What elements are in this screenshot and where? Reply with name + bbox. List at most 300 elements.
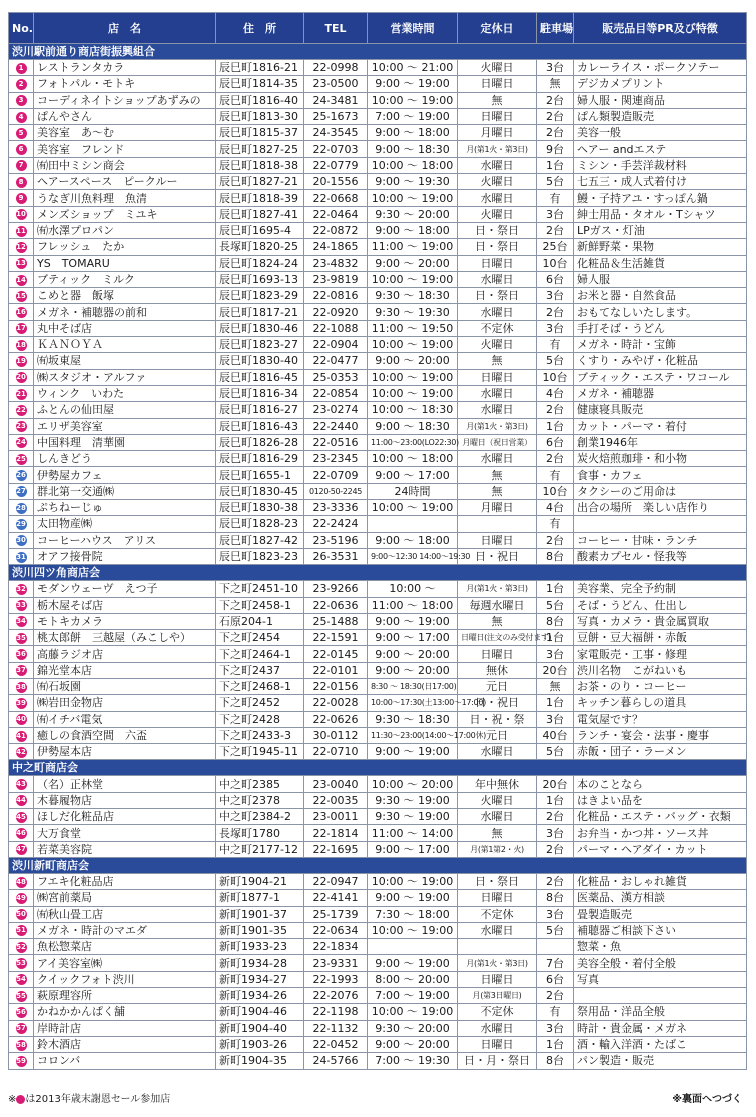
number-badge: 7 (16, 160, 27, 171)
store-hours: 7:30 ～ 18:00 (368, 906, 458, 922)
store-tel: 22-1993 (304, 971, 368, 987)
number-badge: 18 (16, 340, 26, 349)
store-pr: 化粧品＆生活雑貨 (574, 255, 747, 271)
table-row (9, 597, 747, 613)
store-address: 辰巳町1818-38 (216, 157, 304, 173)
store-hours: 9:00 ～ 19:00 (368, 955, 458, 971)
store-address: 中之町2385 (216, 776, 304, 792)
store-name: 美容室 あ～む (34, 125, 216, 141)
store-name: ぱんやさん (34, 108, 216, 124)
number-badge: 53 (16, 959, 26, 968)
store-name: ウィンク いわた (34, 385, 216, 401)
store-tel: 24-5766 (304, 1053, 368, 1069)
store-name: ㈲坂東屋 (34, 353, 216, 369)
store-pr: メガネ・時計・宝飾 (574, 337, 747, 353)
store-parking: 1台 (537, 1036, 574, 1052)
table-row (9, 320, 747, 336)
store-address: 辰巳町1814-35 (216, 76, 304, 92)
store-name: ㈲秋山畳工店 (34, 906, 216, 922)
store-tel: 22-0634 (304, 922, 368, 938)
store-hours: 10:00～17:30(土13:00～17:00) (368, 695, 458, 711)
footnote-text: は2013年歳末謝恩セール参加店 (25, 1094, 171, 1105)
store-closed-day: 水曜日 (458, 1020, 537, 1036)
row-number (9, 646, 34, 662)
store-address: 辰巳町1695-4 (216, 222, 304, 238)
table-row (9, 451, 747, 467)
store-pr: ぱん類製造販売 (574, 108, 747, 124)
number-badge: 41 (16, 731, 26, 740)
store-pr: 時計・貴金属・メガネ (574, 1020, 747, 1036)
store-name: ふとんの仙田屋 (34, 402, 216, 418)
store-hours: 10:00 ～ 19:00 (368, 385, 458, 401)
store-name: ぷちねーじゅ (34, 500, 216, 516)
table-row (9, 581, 747, 597)
store-closed-day: 日・祭日 (458, 288, 537, 304)
store-address: 辰巳町1655-1 (216, 467, 304, 483)
table-row (9, 630, 747, 646)
store-pr (574, 516, 747, 532)
row-number (9, 890, 34, 906)
store-tel: 22-0779 (304, 157, 368, 173)
number-badge: 20 (16, 373, 26, 382)
store-parking (537, 939, 574, 955)
col-tel: TEL (304, 13, 368, 44)
store-address: 下之町1945-11 (216, 744, 304, 760)
table-row (9, 402, 747, 418)
number-badge: 57 (16, 1024, 26, 1033)
store-pr: ヘアー andエステ (574, 141, 747, 157)
number-badge: 13 (16, 259, 26, 268)
number-badge: 52 (16, 942, 26, 951)
store-name: レストランタカラ (34, 60, 216, 76)
group-title: 渋川新町商店会 (9, 857, 747, 873)
store-closed-day: 無 (458, 353, 537, 369)
store-name: しんきどう (34, 451, 216, 467)
store-hours: 11:00 ～ 14:00 (368, 825, 458, 841)
store-address: 辰巳町1827-42 (216, 532, 304, 548)
row-number (9, 320, 34, 336)
row-number (9, 288, 34, 304)
store-name: 栃木屋そば店 (34, 597, 216, 613)
store-address: 辰巳町1826-28 (216, 434, 304, 450)
store-parking: 2台 (537, 108, 574, 124)
footnote (8, 1090, 170, 1105)
row-number (9, 922, 34, 938)
store-address: 下之町2433-3 (216, 727, 304, 743)
store-name: フォトパル・モトキ (34, 76, 216, 92)
store-tel: 22-0947 (304, 873, 368, 889)
store-tel: 22-2076 (304, 988, 368, 1004)
table-row (9, 695, 747, 711)
table-row (9, 971, 747, 987)
store-parking: 8台 (537, 1053, 574, 1069)
store-closed-day: 水曜日 (458, 922, 537, 938)
store-parking: 2台 (537, 125, 574, 141)
store-parking: 2台 (537, 809, 574, 825)
store-closed-day: 毎週水曜日 (458, 597, 537, 613)
store-tel: 23-0274 (304, 402, 368, 418)
store-hours: 9:00 ～ 20:00 (368, 353, 458, 369)
table-row (9, 385, 747, 401)
row-number (9, 955, 34, 971)
store-parking: 有 (537, 516, 574, 532)
store-closed-day: 日曜日 (458, 646, 537, 662)
store-name: 美容室 フレンド (34, 141, 216, 157)
store-parking: 無 (537, 76, 574, 92)
row-number (9, 597, 34, 613)
store-hours: 10:00 ～ 19:00 (368, 190, 458, 206)
store-parking: 9台 (537, 141, 574, 157)
store-table (8, 12, 747, 1070)
store-address: 辰巳町1830-45 (216, 483, 304, 499)
store-pr: 手打そば・うどん (574, 320, 747, 336)
col-name: 店 名 (34, 13, 216, 44)
row-number (9, 1036, 34, 1052)
row-number (9, 402, 34, 418)
store-address: 新町1877-1 (216, 890, 304, 906)
group-header (9, 565, 747, 581)
store-pr: 創業1946年 (574, 434, 747, 450)
store-hours: 11:00 ～ 19:50 (368, 320, 458, 336)
number-badge: 16 (16, 308, 26, 317)
store-parking: 3台 (537, 288, 574, 304)
store-parking: 5台 (537, 353, 574, 369)
store-address: 辰巳町1817-21 (216, 304, 304, 320)
store-hours: 7:00 ～ 19:30 (368, 1053, 458, 1069)
row-number (9, 222, 34, 238)
store-parking: 1台 (537, 418, 574, 434)
store-pr: 本のことなら (574, 776, 747, 792)
store-pr: 婦人服 (574, 271, 747, 287)
table-row (9, 500, 747, 516)
store-name: オアフ接骨院 (34, 548, 216, 564)
store-tel: 22-0101 (304, 662, 368, 678)
number-badge: 6 (16, 144, 27, 155)
table-row (9, 988, 747, 1004)
store-closed-day: 無 (458, 92, 537, 108)
number-badge: 39 (16, 698, 26, 707)
table-row (9, 646, 747, 662)
number-badge: 28 (16, 503, 26, 512)
store-hours: 9:00 ～ 18:00 (368, 532, 458, 548)
store-parking: 無 (537, 678, 574, 694)
row-number (9, 467, 34, 483)
table-row (9, 922, 747, 938)
store-closed-day: 日曜日 (458, 369, 537, 385)
store-address: 下之町2452 (216, 695, 304, 711)
group-header (9, 760, 747, 776)
store-closed-day: 日・月・祭日 (458, 1053, 537, 1069)
store-name: メガネ・時計のマエダ (34, 922, 216, 938)
store-tel: 23-0500 (304, 76, 368, 92)
store-name: 太田物産㈱ (34, 516, 216, 532)
store-name: フレッシュ たか (34, 239, 216, 255)
store-parking: 40台 (537, 727, 574, 743)
store-hours: 9:00 ～ 17:00 (368, 841, 458, 857)
store-parking: 3台 (537, 646, 574, 662)
store-hours: 10:00 ～ 19:00 (368, 922, 458, 938)
table-row (9, 548, 747, 564)
number-badge: 59 (16, 1056, 26, 1065)
number-badge: 49 (16, 893, 26, 902)
store-closed-day: 日曜日(注文のみ受付ます) (458, 630, 537, 646)
store-parking: 6台 (537, 434, 574, 450)
store-tel: 23-0011 (304, 809, 368, 825)
store-tel: 22-0516 (304, 434, 368, 450)
store-address: 新町1901-35 (216, 922, 304, 938)
store-tel: 23-9331 (304, 955, 368, 971)
store-address: 辰巳町1818-39 (216, 190, 304, 206)
table-row (9, 157, 747, 173)
store-closed-day: 月(第1第2・火) (458, 841, 537, 857)
store-pr: はきよい品を (574, 792, 747, 808)
store-parking: 25台 (537, 239, 574, 255)
table-row (9, 613, 747, 629)
store-address: 新町1904-46 (216, 1004, 304, 1020)
store-address: 新町1903-26 (216, 1036, 304, 1052)
store-closed-day: 月曜日 (458, 500, 537, 516)
store-hours: 9:00 ～ 19:00 (368, 890, 458, 906)
store-closed-day: 火曜日 (458, 60, 537, 76)
store-closed-day: 月(第1火・第3日) (458, 955, 537, 971)
store-closed-day: 月曜日（祝日営業） (458, 434, 537, 450)
store-parking: 2台 (537, 402, 574, 418)
number-badge: 10 (16, 210, 26, 219)
store-pr: 新鮮野菜・果物 (574, 239, 747, 255)
row-number (9, 711, 34, 727)
store-closed-day: 水曜日 (458, 157, 537, 173)
store-hours: 10:00 ～ 19:00 (368, 1004, 458, 1020)
store-pr: デジカメプリント (574, 76, 747, 92)
col-pr: 販売品目等PR及び特徴 (574, 13, 747, 44)
store-tel: 22-0872 (304, 222, 368, 238)
row-number (9, 60, 34, 76)
store-hours: 8:00 ～ 20:00 (368, 971, 458, 987)
store-pr: お米と器・自然食品 (574, 288, 747, 304)
store-hours: 24時間 (368, 483, 458, 499)
store-hours: 10:00 ～ 18:00 (368, 451, 458, 467)
store-address: 新町1934-28 (216, 955, 304, 971)
store-directory (8, 12, 746, 1070)
number-badge: 50 (16, 910, 26, 919)
store-hours: 10:00 ～ 19:00 (368, 369, 458, 385)
number-badge: 48 (16, 877, 26, 886)
table-row (9, 60, 747, 76)
store-parking: 6台 (537, 271, 574, 287)
store-pr: ミシン・手芸洋裁材料 (574, 157, 747, 173)
store-closed-day: 火曜日 (458, 792, 537, 808)
store-tel: 25-0353 (304, 369, 368, 385)
store-closed-day: 水曜日 (458, 744, 537, 760)
store-pr: パン製造・販売 (574, 1053, 747, 1069)
store-pr: 炭火焙煎珈琲・和小物 (574, 451, 747, 467)
number-badge: 19 (16, 356, 26, 365)
store-address: 辰巳町1815-37 (216, 125, 304, 141)
store-tel: 22-1591 (304, 630, 368, 646)
store-tel: 22-0452 (304, 1036, 368, 1052)
row-number (9, 581, 34, 597)
store-parking: 1台 (537, 792, 574, 808)
row-number (9, 678, 34, 694)
store-pr: くすり・みやげ・化粧品 (574, 353, 747, 369)
store-address: 辰巳町1693-13 (216, 271, 304, 287)
store-hours: 9:30 ～ 19:00 (368, 809, 458, 825)
table-row (9, 353, 747, 369)
store-parking: 2台 (537, 304, 574, 320)
number-badge: 26 (16, 471, 26, 480)
store-parking: 3台 (537, 825, 574, 841)
store-closed-day: 日・祭日 (458, 873, 537, 889)
number-badge: 8 (16, 177, 27, 188)
store-tel: 22-1132 (304, 1020, 368, 1036)
table-row (9, 434, 747, 450)
store-tel: 23-9266 (304, 581, 368, 597)
store-closed-day: 月(第1火・第3日) (458, 581, 537, 597)
col-parking: 駐車場 (537, 13, 574, 44)
store-name: 鈴木酒店 (34, 1036, 216, 1052)
store-name: 伊勢屋本店 (34, 744, 216, 760)
store-tel: 25-1739 (304, 906, 368, 922)
number-badge: 58 (16, 1040, 26, 1049)
store-name: 若菜美容院 (34, 841, 216, 857)
table-row (9, 809, 747, 825)
col-no: No. (9, 13, 34, 44)
number-badge: 43 (16, 780, 26, 789)
row-number (9, 792, 34, 808)
store-address: 辰巳町1813-30 (216, 108, 304, 124)
table-row (9, 174, 747, 190)
store-hours: 10:00 ～ 18:00 (368, 157, 458, 173)
store-parking: 4台 (537, 385, 574, 401)
store-hours: 9:00 ～ 18:00 (368, 222, 458, 238)
store-parking: 5台 (537, 922, 574, 938)
store-hours: 10:00 ～ 20:00 (368, 776, 458, 792)
store-tel: 23-4832 (304, 255, 368, 271)
number-badge: 36 (16, 650, 26, 659)
table-row (9, 678, 747, 694)
table-row (9, 222, 747, 238)
table-row (9, 467, 747, 483)
store-hours: 10:00 ～ 21:00 (368, 60, 458, 76)
table-row (9, 288, 747, 304)
store-tel: 22-1088 (304, 320, 368, 336)
table-row (9, 792, 747, 808)
store-name: ㈲イチバ電気 (34, 711, 216, 727)
store-parking: 4台 (537, 500, 574, 516)
store-address: 辰巳町1830-38 (216, 500, 304, 516)
store-closed-day: 日曜日 (458, 890, 537, 906)
store-pr: カレーライス・ポークソテー (574, 60, 747, 76)
store-closed-day: 日・祭日 (458, 222, 537, 238)
store-name: ヘアースペース ピークルー (34, 174, 216, 190)
store-name: ほしだ化粧品店 (34, 809, 216, 825)
store-hours: 7:00 ～ 19:00 (368, 108, 458, 124)
store-hours: 9:00 ～ 19:00 (368, 76, 458, 92)
group-title: 中之町商店会 (9, 760, 747, 776)
store-pr: 畳製造販売 (574, 906, 747, 922)
store-closed-day: 無 (458, 825, 537, 841)
store-hours: 10:00 ～ 19:00 (368, 500, 458, 516)
table-row (9, 255, 747, 271)
table-row (9, 1020, 747, 1036)
store-tel: 22-4141 (304, 890, 368, 906)
store-tel: 22-2424 (304, 516, 368, 532)
store-name: メンズショップ ミユキ (34, 206, 216, 222)
table-row (9, 190, 747, 206)
store-closed-day: 不定休 (458, 906, 537, 922)
number-badge: 47 (16, 845, 26, 854)
table-row (9, 92, 747, 108)
row-number (9, 255, 34, 271)
store-address: 辰巳町1824-24 (216, 255, 304, 271)
store-parking: 2台 (537, 451, 574, 467)
store-address: 下之町2468-1 (216, 678, 304, 694)
row-number (9, 500, 34, 516)
store-closed-day: 日曜日 (458, 532, 537, 548)
store-hours: 10:00 ～ (368, 581, 458, 597)
table-row (9, 418, 747, 434)
store-closed-day: 水曜日 (458, 190, 537, 206)
store-closed-day: 水曜日 (458, 451, 537, 467)
store-hours: 9:00 ～ 20:00 (368, 646, 458, 662)
row-number (9, 141, 34, 157)
store-name: うなぎ川魚料理 魚清 (34, 190, 216, 206)
table-row (9, 532, 747, 548)
store-name: 岸時計店 (34, 1020, 216, 1036)
table-row (9, 890, 747, 906)
store-parking: 3台 (537, 60, 574, 76)
row-number (9, 434, 34, 450)
store-address: 辰巳町1816-27 (216, 402, 304, 418)
store-parking: 10台 (537, 255, 574, 271)
row-number (9, 239, 34, 255)
store-pr: 食事・カフェ (574, 467, 747, 483)
store-parking: 8台 (537, 548, 574, 564)
table-row (9, 841, 747, 857)
row-number (9, 92, 34, 108)
store-name: ㈲水澤プロパン (34, 222, 216, 238)
table-row (9, 825, 747, 841)
store-parking: 2台 (537, 841, 574, 857)
table-row (9, 141, 747, 157)
store-address: 下之町2464-1 (216, 646, 304, 662)
store-pr: 婦人服・関連商品 (574, 92, 747, 108)
store-address: 辰巳町1830-40 (216, 353, 304, 369)
store-pr: 写真・カメラ・貴金属買取 (574, 613, 747, 629)
table-row (9, 304, 747, 320)
row-number (9, 206, 34, 222)
store-pr: ブティック・エステ・ワコール (574, 369, 747, 385)
store-name: 群北第一交通㈱ (34, 483, 216, 499)
store-parking: 1台 (537, 157, 574, 173)
row-number (9, 1053, 34, 1069)
store-tel: 22-2440 (304, 418, 368, 434)
store-parking: 6台 (537, 971, 574, 987)
store-tel: 22-1695 (304, 841, 368, 857)
row-number (9, 483, 34, 499)
store-address: 辰巳町1828-23 (216, 516, 304, 532)
store-closed-day: 年中無休 (458, 776, 537, 792)
row-number (9, 369, 34, 385)
store-pr (574, 988, 747, 1004)
store-pr: 豆餅・豆大福餅・赤飯 (574, 630, 747, 646)
store-name: メガネ・補聴器の前和 (34, 304, 216, 320)
table-row (9, 76, 747, 92)
store-tel: 22-0145 (304, 646, 368, 662)
store-tel: 22-0854 (304, 385, 368, 401)
store-tel: 22-0636 (304, 597, 368, 613)
store-closed-day: 月(第1火・第3日) (458, 418, 537, 434)
